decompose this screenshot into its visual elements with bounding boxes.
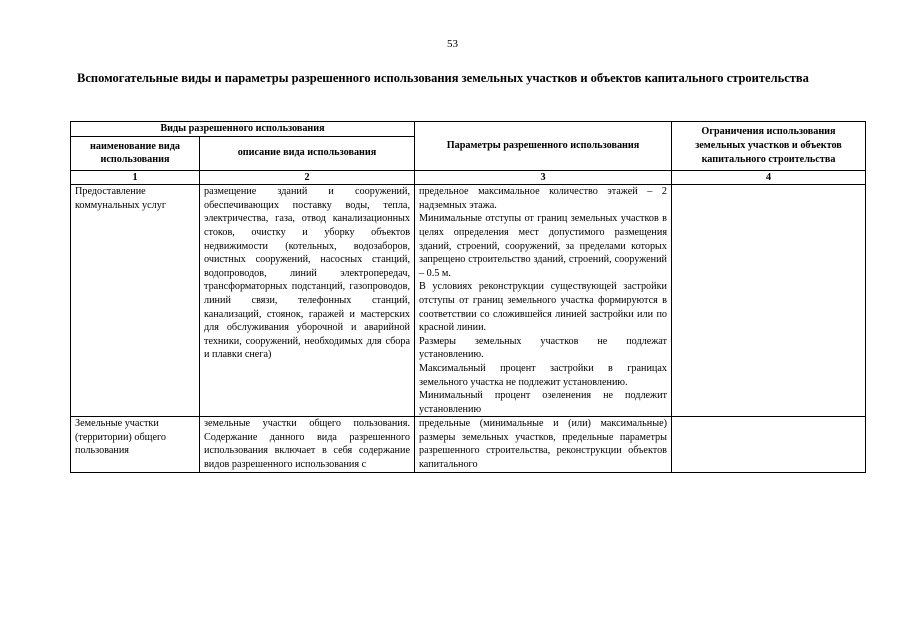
column-number: 1 (71, 170, 200, 185)
parameter-paragraph: В условиях реконструкции существующей застройки отступы от границ земельного участка формируются в соответствии со сложившейся линией застройки или по красной линии. (419, 281, 667, 334)
column-number: 4 (672, 170, 866, 185)
use-description-cell: земельные участки общего пользования. Содержание данного вида разрешенного использования включает в себя содержание видов разрешенного использования с (200, 417, 415, 472)
use-name-cell: Предоставление коммунальных услуг (71, 185, 200, 417)
parameter-paragraph: Минимальный процент озеленения не подлежит установлению (419, 390, 667, 415)
header-use-description: описание вида использования (200, 136, 415, 170)
parameter-paragraph: Размеры земельных участков не подлежат установлению. (419, 335, 667, 361)
column-number: 2 (200, 170, 415, 185)
header-restrictions: Ограничения использования земельных участков и объектов капитального строительства (672, 122, 866, 171)
header-parameters: Параметры разрешенного использования (415, 122, 672, 171)
use-description-cell: размещение зданий и сооружений, обеспечивающих поставку воды, тепла, электричества, газа, отвод канализационных стоков, очистку и уборку объектов недвижимости (котельных, водозаборов, очистных сооружений, насосных станций, водопроводов, линий электропередач, трансформаторных подстанций, газопроводов, линий связи, телефонных станций, канализаций, стоянок, гаражей и мастерских для обслуживания уборочной и аварийной техники, сооружений, необходимых для сбора и плавки снега) (200, 185, 415, 417)
page-number: 53 (447, 38, 458, 50)
parameter-paragraph: предельные (минимальные и (или) максимальные) размеры земельных участков, предельные параметры разрешенного строительства, реконструкции объектов капитального (419, 418, 667, 471)
table-row (71, 185, 866, 417)
document-title: Вспомогательные виды и параметры разрешенного использования земельных участков и объектов капитального строительства (77, 71, 809, 85)
header-use-name: наименование вида использования (71, 136, 200, 170)
parameter-paragraph: предельное максимальное количество этажей – 2 надземных этажа. (419, 186, 667, 211)
parameters-cell (415, 417, 672, 472)
header-use-types: Виды разрешенного использования (71, 122, 415, 137)
restrictions-cell (672, 185, 866, 417)
parameters-cell (415, 185, 672, 417)
parameter-paragraph: Максимальный процент застройки в границах земельного участка не подлежит установлению. (419, 362, 667, 388)
use-name-cell: Земельные участки (территории) общего пользования (71, 417, 200, 472)
land-use-table (70, 121, 866, 473)
restrictions-cell (672, 417, 866, 472)
table-row (71, 417, 866, 472)
column-number: 3 (415, 170, 672, 185)
parameter-paragraph: Минимальные отступы от границ земельных участков в целях определения мест допустимого размещения зданий, строений, сооружений, за пределами которых запрещено строительство зданий, строений, сооружений – 0.5 м. (419, 213, 667, 279)
column-numbers-row (71, 170, 866, 185)
